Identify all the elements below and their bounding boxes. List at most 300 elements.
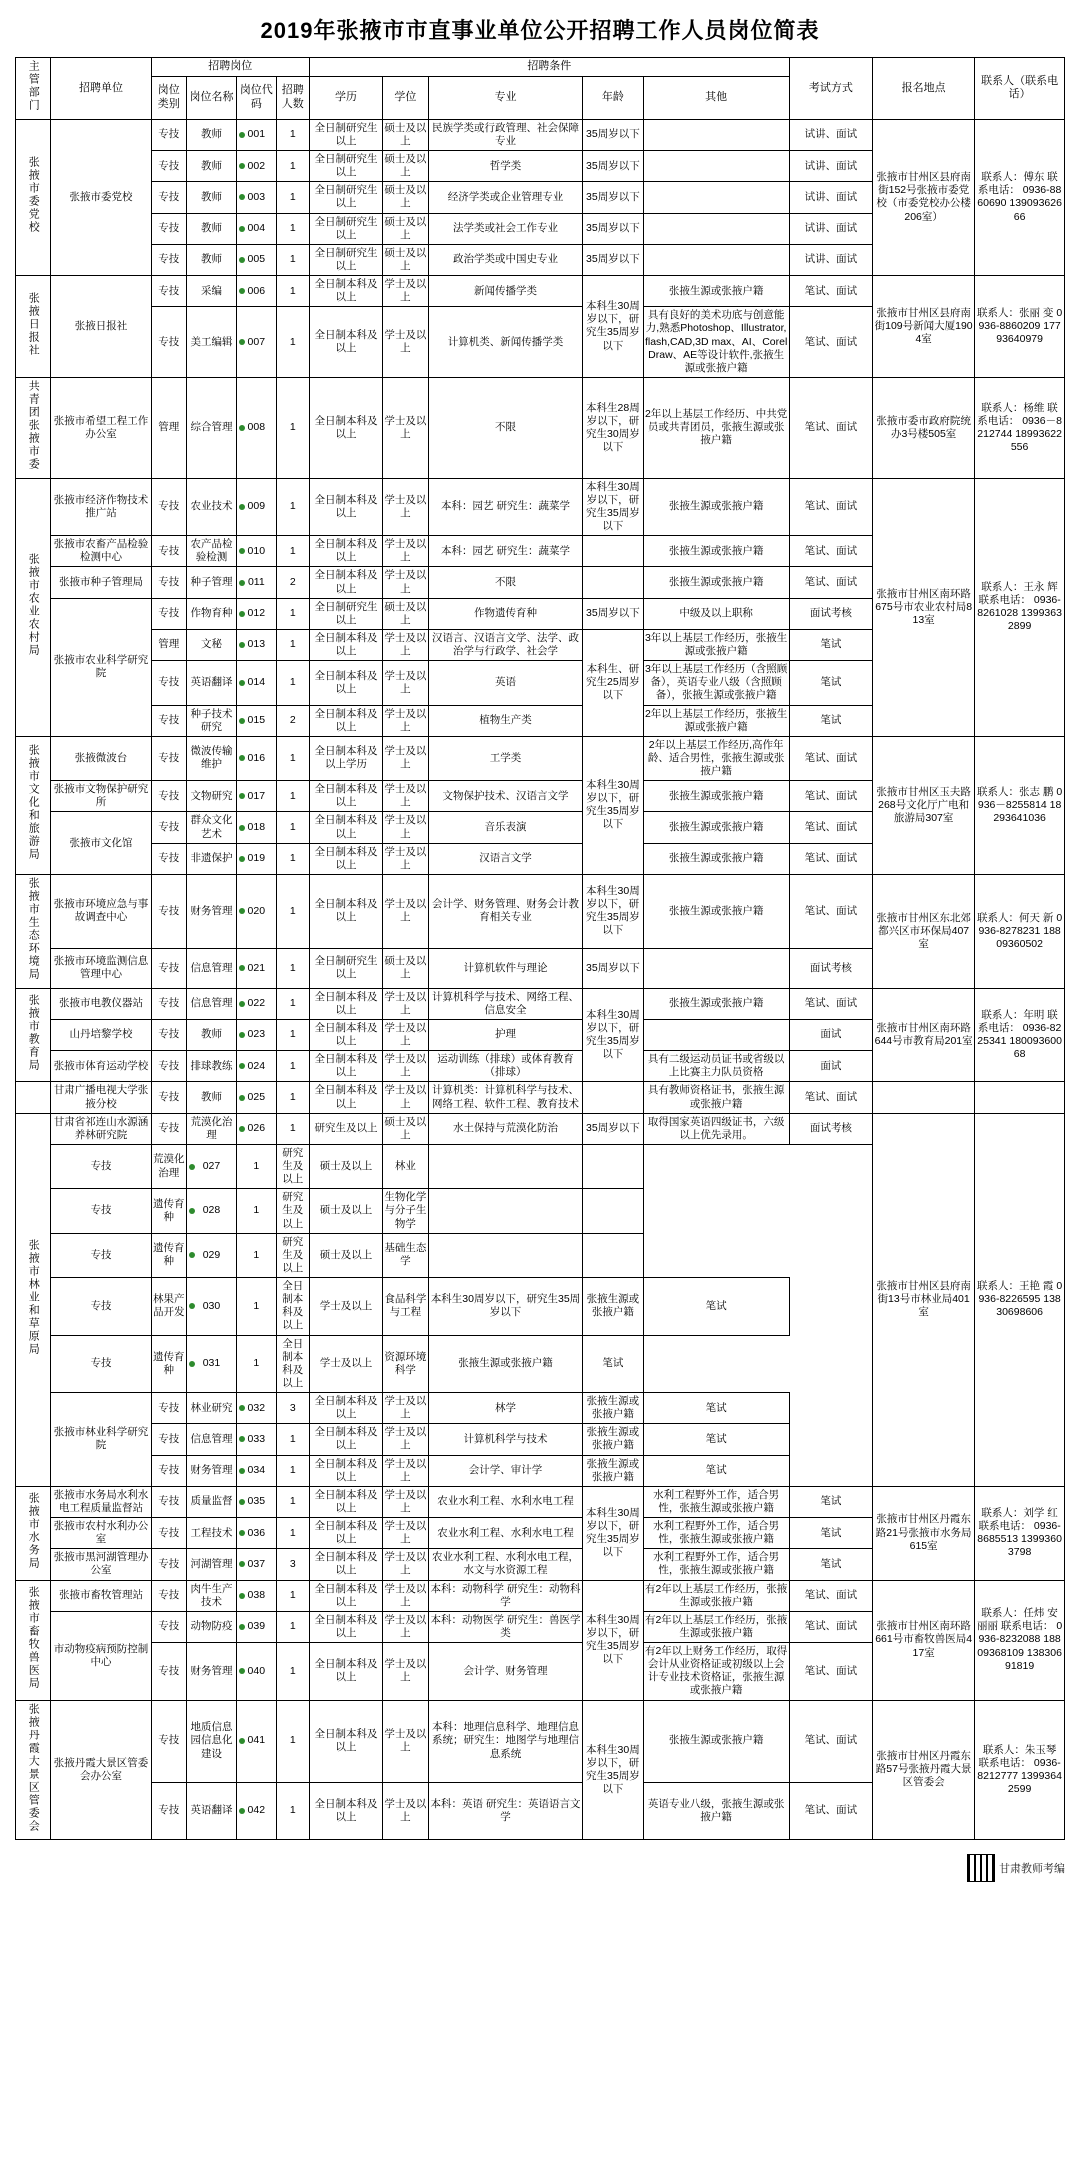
cell-post-name: 群众文化艺术 xyxy=(186,812,236,843)
cell-other: 具有二级运动员证书或省级以上比赛主力队员资格 xyxy=(643,1051,789,1082)
cell-count: 1 xyxy=(276,1611,309,1642)
green-marker-icon xyxy=(189,1164,195,1170)
cell-post-type: 专技 xyxy=(151,948,186,988)
cell-unit: 张掖市农村水利办公室 xyxy=(51,1518,151,1549)
cell-other xyxy=(643,119,789,150)
cell-degree: 学士及以上 xyxy=(382,1393,428,1424)
cell-exam: 笔试、面试 xyxy=(789,736,872,780)
green-marker-icon xyxy=(239,1624,245,1630)
cell-other xyxy=(428,1144,582,1188)
cell-post-type: 专技 xyxy=(151,661,186,705)
cell-post-code: 020 xyxy=(237,874,277,948)
cell-unit: 张掖市经济作物技术推广站 xyxy=(51,478,151,536)
green-marker-icon xyxy=(239,339,245,345)
cell-exam: 笔试 xyxy=(789,629,872,660)
cell-post-name: 质量监督 xyxy=(186,1486,236,1517)
cell-major: 资源环境科学 xyxy=(382,1335,428,1393)
cell-post-code: 018 xyxy=(237,812,277,843)
cell-post-code: 007 xyxy=(237,307,277,378)
cell-edu: 全日制本科及以上 xyxy=(309,377,382,478)
cell-edu: 研究生及以上 xyxy=(276,1144,309,1188)
cell-other: 张掖生源或张掖户籍 xyxy=(583,1278,643,1336)
green-marker-icon xyxy=(239,288,245,294)
cell-major: 不限 xyxy=(428,377,582,478)
cell-age: 本科生30周岁以下，研究生35周岁以下 xyxy=(583,1486,643,1580)
cell-post-name: 英语翻译 xyxy=(186,661,236,705)
green-marker-icon xyxy=(239,425,245,431)
cell-age: 35周岁以下 xyxy=(583,151,643,182)
cell-other: 水利工程野外工作，适合男性，张掖生源或张掖户籍 xyxy=(643,1518,789,1549)
cell-degree: 学士及以上 xyxy=(382,1019,428,1050)
cell-major: 本科：动物医学 研究生：兽医学类 xyxy=(428,1611,582,1642)
cell-other: 张掖生源或张掖户籍 xyxy=(643,874,789,948)
th-cond-group: 招聘条件 xyxy=(309,58,789,77)
green-marker-icon xyxy=(239,965,245,971)
cell-post-code: 009 xyxy=(237,478,277,536)
cell-place: 张掖市甘州区丹霞东路57号张掖丹霞大景区管委会 xyxy=(873,1700,975,1840)
cell-place: 张掖市甘州区南环路644号市教育局201室 xyxy=(873,988,975,1082)
cell-post-type: 专技 xyxy=(151,151,186,182)
cell-degree: 学士及以上 xyxy=(382,1518,428,1549)
cell-age: 本科生30周岁以下，研究生35周岁以下 xyxy=(583,1580,643,1700)
cell-post-name: 作物育种 xyxy=(186,598,236,629)
cell-post-type: 专技 xyxy=(151,598,186,629)
cell-post-code: 031 xyxy=(186,1335,236,1393)
cell-post-code: 033 xyxy=(237,1424,277,1455)
cell-unit: 张掖市农业科学研究院 xyxy=(51,598,151,736)
cell-post-name: 遗传育种 xyxy=(151,1233,186,1277)
cell-post-name: 农业技术 xyxy=(186,478,236,536)
cell-degree: 硕士及以上 xyxy=(382,948,428,988)
cell-count: 1 xyxy=(276,1782,309,1840)
cell-post-code: 010 xyxy=(237,536,277,567)
green-marker-icon xyxy=(239,1436,245,1442)
cell-exam: 试讲、面试 xyxy=(789,244,872,275)
cell-unit: 张掖市农畜产品检验检测中心 xyxy=(51,536,151,567)
cell-post-type: 专技 xyxy=(51,1189,151,1233)
cell-major: 汉语言、汉语言文学、法学、政治学与行政学、社会学 xyxy=(428,629,582,660)
cell-degree: 硕士及以上 xyxy=(382,182,428,213)
cell-count: 1 xyxy=(276,1424,309,1455)
cell-post-code: 011 xyxy=(237,567,277,598)
cell-age: 本科生30周岁以下，研究生35周岁以下 xyxy=(583,736,643,874)
cell-other: 张掖生源或张掖户籍 xyxy=(643,567,789,598)
cell-edu: 全日制本科及以上 xyxy=(309,1393,382,1424)
cell-post-code: 016 xyxy=(237,736,277,780)
cell-count: 1 xyxy=(276,1700,309,1782)
cell-count: 1 xyxy=(276,377,309,478)
cell-contact: 联系人：王永 辉 联系电话： 0936-8261028 13993632899 xyxy=(975,478,1065,736)
cell-edu: 全日制本科及以上 xyxy=(309,276,382,307)
cell-degree: 学士及以上 xyxy=(382,567,428,598)
cell-post-type: 专技 xyxy=(151,1486,186,1517)
cell-edu: 全日制本科及以上 xyxy=(309,478,382,536)
th-place: 报名地点 xyxy=(873,58,975,120)
green-marker-icon xyxy=(239,1530,245,1536)
cell-major: 哲学类 xyxy=(428,151,582,182)
th-major: 专业 xyxy=(428,76,582,119)
cell-edu: 研究生及以上 xyxy=(276,1233,309,1277)
cell-exam: 面试 xyxy=(789,1051,872,1082)
cell-place: 张掖市甘州区县府南街13号市林业局401室 xyxy=(873,1113,975,1486)
cell-major: 英语 xyxy=(428,661,582,705)
cell-count: 1 xyxy=(276,843,309,874)
cell-post-code: 034 xyxy=(237,1455,277,1486)
cell-edu: 全日制本科及以上 xyxy=(309,1082,382,1113)
cell-other: 有2年以上基层工作经历，张掖生源或张掖户籍 xyxy=(643,1580,789,1611)
cell-degree: 学士及以上 xyxy=(382,1611,428,1642)
cell-post-code: 041 xyxy=(237,1700,277,1782)
cell-post-type: 专技 xyxy=(151,736,186,780)
cell-post-type: 专技 xyxy=(151,781,186,812)
cell-post-code: 037 xyxy=(237,1549,277,1580)
cell-major: 文物保护技术、汉语言文学 xyxy=(428,781,582,812)
green-marker-icon xyxy=(189,1303,195,1309)
cell-post-type: 专技 xyxy=(151,874,186,948)
cell-major: 运动训练（排球）或体育教育（排球） xyxy=(428,1051,582,1082)
green-marker-icon xyxy=(239,680,245,686)
cell-edu: 全日制本科及以上 xyxy=(309,1580,382,1611)
cell-post-code: 030 xyxy=(186,1278,236,1336)
cell-other xyxy=(428,1189,582,1233)
cell-degree: 学士及以上 xyxy=(382,629,428,660)
cell-major: 林学 xyxy=(428,1393,582,1424)
cell-post-code: 042 xyxy=(237,1782,277,1840)
cell-age: 本科生30周岁以下，研究生35周岁以下 xyxy=(583,276,643,378)
cell-post-name: 采编 xyxy=(186,276,236,307)
cell-major: 食品科学与工程 xyxy=(382,1278,428,1336)
cell-exam: 笔试、面试 xyxy=(789,874,872,948)
cell-post-type: 专技 xyxy=(151,1113,186,1144)
th-post-group: 招聘岗位 xyxy=(151,58,309,77)
th-post-name: 岗位名称 xyxy=(186,76,236,119)
cell-contact: 联系人：朱玉琴 联系电话： 0936-8212777 13993642599 xyxy=(975,1700,1065,1840)
cell-exam: 笔试 xyxy=(643,1393,789,1424)
cell-major: 本科：园艺 研究生：蔬菜学 xyxy=(428,478,582,536)
cell-edu: 全日制本科及以上 xyxy=(309,629,382,660)
cell-age xyxy=(583,567,643,598)
cell-edu: 全日制本科及以上 xyxy=(309,705,382,736)
green-marker-icon xyxy=(239,1561,245,1567)
page-title: 2019年张掖市市直事业单位公开招聘工作人员岗位简表 xyxy=(260,18,820,43)
cell-major: 基础生态学 xyxy=(382,1233,428,1277)
cell-dept: 共青团张掖市委 xyxy=(16,377,51,478)
cell-unit: 张掖微波台 xyxy=(51,736,151,780)
cell-other: 英语专业八级，张掖生源或张掖户籍 xyxy=(643,1782,789,1840)
cell-post-type: 专技 xyxy=(151,1580,186,1611)
green-marker-icon xyxy=(239,611,245,617)
cell-unit: 张掖丹霞大景区管委会办公室 xyxy=(51,1700,151,1840)
cell-count: 1 xyxy=(276,1019,309,1050)
cell-dept: 张掖市生态环境局 xyxy=(16,874,51,988)
cell-place: 张掖市甘州区玉夫路268号文化厅广电和旅游局307室 xyxy=(873,736,975,874)
cell-other: 张掖生源或张掖户籍 xyxy=(643,781,789,812)
cell-degree: 学士及以上 xyxy=(382,1700,428,1782)
green-marker-icon xyxy=(239,1593,245,1599)
cell-major: 新闻传播学类 xyxy=(428,276,582,307)
cell-count: 1 xyxy=(276,661,309,705)
cell-major: 计算机科学与技术、网络工程、信息安全 xyxy=(428,988,582,1019)
cell-post-name: 教师 xyxy=(186,182,236,213)
cell-post-type: 专技 xyxy=(151,988,186,1019)
table-row xyxy=(16,1113,1065,1144)
cell-post-name: 林果产品开发 xyxy=(151,1278,186,1336)
cell-count: 1 xyxy=(276,781,309,812)
cell-post-name: 综合管理 xyxy=(186,377,236,478)
cell-post-code: 029 xyxy=(186,1233,236,1277)
cell-degree: 学士及以上 xyxy=(382,276,428,307)
cell-major: 工学类 xyxy=(428,736,582,780)
cell-major: 本科：动物科学 研究生：动物科学 xyxy=(428,1580,582,1611)
cell-contact xyxy=(975,1082,1065,1113)
cell-other: 2年以上基层工作经历、中共党员或共青团员，张掖生源或张掖户籍 xyxy=(643,377,789,478)
green-marker-icon xyxy=(239,548,245,554)
cell-post-type: 专技 xyxy=(151,1424,186,1455)
cell-count: 1 xyxy=(276,182,309,213)
green-marker-icon xyxy=(239,718,245,724)
cell-post-name: 微波传输维护 xyxy=(186,736,236,780)
cell-post-type: 专技 xyxy=(151,1700,186,1782)
cell-post-type: 专技 xyxy=(151,1611,186,1642)
cell-unit: 张掖市环境监测信息管理中心 xyxy=(51,948,151,988)
cell-major: 政治学类或中国史专业 xyxy=(428,244,582,275)
cell-post-type: 专技 xyxy=(51,1233,151,1277)
cell-exam: 笔试、面试 xyxy=(789,1611,872,1642)
cell-place: 张掖市甘州区东北郊都兴区市环保局407室 xyxy=(873,874,975,988)
cell-major: 林业 xyxy=(382,1144,428,1188)
cell-post-name: 财务管理 xyxy=(186,1455,236,1486)
cell-post-code: 040 xyxy=(237,1643,277,1701)
table-row xyxy=(16,276,1065,307)
green-marker-icon xyxy=(239,504,245,510)
cell-major: 农业水利工程、水利水电工程 xyxy=(428,1518,582,1549)
cell-dept: 张掖市委党校 xyxy=(16,119,51,275)
cell-unit: 市动物疫病预防控制中心 xyxy=(51,1611,151,1700)
cell-other: 张掖生源或张掖户籍 xyxy=(643,276,789,307)
cell-unit: 山丹培黎学校 xyxy=(51,1019,151,1050)
cell-post-name: 种子技术研究 xyxy=(186,705,236,736)
cell-major: 农业水利工程、水利水电工程 xyxy=(428,1486,582,1517)
cell-unit: 张掖日报社 xyxy=(51,276,151,378)
cell-exam: 笔试 xyxy=(789,705,872,736)
cell-major: 生物化学与分子生物学 xyxy=(382,1189,428,1233)
th-edu: 学历 xyxy=(309,76,382,119)
cell-post-name: 财务管理 xyxy=(186,1643,236,1701)
cell-post-name: 排球教练 xyxy=(186,1051,236,1082)
cell-post-code: 014 xyxy=(237,661,277,705)
cell-edu: 全日制本科及以上 xyxy=(276,1335,309,1393)
green-marker-icon xyxy=(239,1738,245,1744)
cell-unit: 张掖市林业科学研究院 xyxy=(51,1393,151,1487)
cell-post-type: 专技 xyxy=(151,276,186,307)
cell-exam: 笔试、面试 xyxy=(789,1580,872,1611)
cell-exam: 笔试、面试 xyxy=(789,1082,872,1113)
cell-post-code: 008 xyxy=(237,377,277,478)
cell-place: 张掖市甘州区南环路661号市畜牧兽医局417室 xyxy=(873,1580,975,1700)
cell-post-code: 021 xyxy=(237,948,277,988)
cell-post-code: 024 xyxy=(237,1051,277,1082)
cell-post-name: 河湖管理 xyxy=(186,1549,236,1580)
cell-degree: 学士及以上 xyxy=(382,536,428,567)
green-marker-icon xyxy=(239,1405,245,1411)
cell-post-type: 专技 xyxy=(151,307,186,378)
cell-age: 35周岁以下 xyxy=(583,213,643,244)
cell-count: 1 xyxy=(276,1643,309,1701)
cell-exam: 笔试、面试 xyxy=(789,567,872,598)
cell-other xyxy=(428,1233,582,1277)
cell-post-code: 035 xyxy=(237,1486,277,1517)
cell-exam: 笔试、面试 xyxy=(789,307,872,378)
cell-edu: 全日制本科及以上 xyxy=(309,1019,382,1050)
table-row xyxy=(16,736,1065,780)
cell-degree: 学士及以上 xyxy=(382,812,428,843)
cell-degree: 硕士及以上 xyxy=(309,1233,382,1277)
cell-post-name: 教师 xyxy=(186,1082,236,1113)
green-marker-icon xyxy=(239,132,245,138)
cell-post-name: 美工编辑 xyxy=(186,307,236,378)
cell-post-name: 文物研究 xyxy=(186,781,236,812)
th-dept: 主管部门 xyxy=(16,58,51,120)
cell-post-name: 教师 xyxy=(186,151,236,182)
cell-unit: 甘肃广播电视大学张掖分校 xyxy=(51,1082,151,1113)
cell-post-type: 专技 xyxy=(151,1782,186,1840)
cell-degree: 硕士及以上 xyxy=(309,1144,382,1188)
cell-exam: 笔试、面试 xyxy=(789,812,872,843)
cell-age xyxy=(583,1082,643,1113)
cell-major: 会计学、审计学 xyxy=(428,1455,582,1486)
cell-edu: 全日制本科及以上 xyxy=(309,812,382,843)
cell-unit: 张掖市电教仪器站 xyxy=(51,988,151,1019)
cell-degree: 硕士及以上 xyxy=(382,119,428,150)
cell-post-name: 教师 xyxy=(186,1019,236,1050)
cell-post-name: 财务管理 xyxy=(186,874,236,948)
cell-other: 有2年以上财务工作经历，取得会计从业资格证或初级以上会计专业技术资格证，张掖生源或张掖户籍 xyxy=(643,1643,789,1701)
cell-place xyxy=(873,1082,975,1113)
cell-other: 2年以上基层工作经历,高作年龄、适合男性，张掖生源或张掖户籍 xyxy=(643,736,789,780)
cell-other: 张掖生源或张掖户籍 xyxy=(643,812,789,843)
cell-post-name: 教师 xyxy=(186,244,236,275)
cell-post-name: 信息管理 xyxy=(186,1424,236,1455)
cell-edu: 全日制本科及以上 xyxy=(309,988,382,1019)
cell-place: 张掖市委市政府院统办3号楼505室 xyxy=(873,377,975,478)
cell-major: 民族学类或行政管理、社会保障专业 xyxy=(428,119,582,150)
cell-other: 2年以上基层工作经历，张掖生源或张掖户籍 xyxy=(643,705,789,736)
table-row xyxy=(16,1082,1065,1113)
cell-post-type: 专技 xyxy=(151,1643,186,1701)
cell-post-type: 专技 xyxy=(151,843,186,874)
cell-degree: 硕士及以上 xyxy=(382,598,428,629)
cell-post-code: 026 xyxy=(237,1113,277,1144)
cell-degree: 学士及以上 xyxy=(382,377,428,478)
cell-count: 1 xyxy=(276,629,309,660)
cell-post-type: 专技 xyxy=(151,213,186,244)
cell-unit: 张掖市黑河湖管理办公室 xyxy=(51,1549,151,1580)
cell-post-type: 专技 xyxy=(151,1019,186,1050)
cell-major: 植物生产类 xyxy=(428,705,582,736)
cell-exam: 笔试 xyxy=(643,1278,789,1336)
cell-edu: 全日制研究生以上 xyxy=(309,598,382,629)
cell-other: 张掖生源或张掖户籍 xyxy=(583,1393,643,1424)
cell-age: 35周岁以下 xyxy=(583,948,643,988)
cell-exam xyxy=(583,1189,643,1233)
cell-degree: 硕士及以上 xyxy=(382,1113,428,1144)
cell-contact: 联系人：王艳 霞 0936-8226595 13830698606 xyxy=(975,1113,1065,1486)
cell-major: 本科：园艺 研究生：蔬菜学 xyxy=(428,536,582,567)
cell-dept: 张掖市林业和草原局 xyxy=(16,1113,51,1486)
cell-count: 1 xyxy=(276,119,309,150)
cell-major: 水土保持与荒漠化防治 xyxy=(428,1113,582,1144)
cell-exam: 笔试、面试 xyxy=(789,1782,872,1840)
cell-edu: 全日制本科及以上 xyxy=(309,307,382,378)
cell-exam: 笔试、面试 xyxy=(789,843,872,874)
cell-post-code: 003 xyxy=(237,182,277,213)
cell-major: 作物遗传育种 xyxy=(428,598,582,629)
cell-unit: 张掖市文物保护研究所 xyxy=(51,781,151,812)
cell-count: 1 xyxy=(276,1580,309,1611)
cell-count: 1 xyxy=(276,1486,309,1517)
cell-other: 3年以上基层工作经历，张掖生源或张掖户籍 xyxy=(643,629,789,660)
th-unit: 招聘单位 xyxy=(51,58,151,120)
cell-post-code: 012 xyxy=(237,598,277,629)
cell-exam: 笔试、面试 xyxy=(789,1643,872,1701)
cell-post-type: 专技 xyxy=(151,478,186,536)
cell-edu: 全日制本科及以上学历 xyxy=(309,736,382,780)
cell-exam: 笔试 xyxy=(789,1549,872,1580)
cell-other: 张掖生源或张掖户籍 xyxy=(643,536,789,567)
cell-exam: 笔试 xyxy=(643,1424,789,1455)
cell-edu: 全日制本科及以上 xyxy=(309,1549,382,1580)
cell-post-name: 荒漠化治理 xyxy=(186,1113,236,1144)
cell-degree: 学士及以上 xyxy=(382,1082,428,1113)
cell-exam: 笔试、面试 xyxy=(789,276,872,307)
cell-post-code: 036 xyxy=(237,1518,277,1549)
cell-major: 护理 xyxy=(428,1019,582,1050)
cell-edu: 全日制研究生以上 xyxy=(309,244,382,275)
cell-degree: 学士及以上 xyxy=(382,1580,428,1611)
cell-other: 3年以上基层工作经历（含照顾备），英语专业八级（含照顾备），张掖生源或张掖户籍 xyxy=(643,661,789,705)
cell-count: 1 xyxy=(276,1082,309,1113)
cell-dept: 张掖丹霞大景区管委会 xyxy=(16,1700,51,1840)
cell-age: 本科生30周岁以下，研究生35周岁以下 xyxy=(583,988,643,1082)
cell-unit: 张掖市环境应急与事故调查中心 xyxy=(51,874,151,948)
cell-post-code: 032 xyxy=(237,1393,277,1424)
cell-dept: 张掖市畜牧兽医局 xyxy=(16,1580,51,1700)
cell-degree: 硕士及以上 xyxy=(382,151,428,182)
cell-major: 汉语言文学 xyxy=(428,843,582,874)
cell-age: 本科生、研究生25周岁以下 xyxy=(583,629,643,736)
table-row xyxy=(16,1580,1065,1611)
cell-other xyxy=(643,948,789,988)
green-marker-icon xyxy=(239,825,245,831)
green-marker-icon xyxy=(239,908,245,914)
cell-other xyxy=(643,182,789,213)
green-marker-icon xyxy=(239,257,245,263)
green-marker-icon xyxy=(239,1095,245,1101)
cell-major: 经济学类或企业管理专业 xyxy=(428,182,582,213)
table-row xyxy=(16,478,1065,536)
cell-edu: 全日制本科及以上 xyxy=(309,874,382,948)
cell-contact: 联系人：张丽 变 0936-8860209 17793640979 xyxy=(975,276,1065,378)
cell-age: 35周岁以下 xyxy=(583,119,643,150)
cell-edu: 全日制本科及以上 xyxy=(309,661,382,705)
cell-edu: 全日制本科及以上 xyxy=(309,1700,382,1782)
cell-post-code: 017 xyxy=(237,781,277,812)
cell-count: 1 xyxy=(276,988,309,1019)
cell-post-code: 019 xyxy=(237,843,277,874)
cell-unit: 张掖市希望工程工作办公室 xyxy=(51,377,151,478)
cell-post-type: 管理 xyxy=(151,377,186,478)
cell-edu: 研究生及以上 xyxy=(309,1113,382,1144)
